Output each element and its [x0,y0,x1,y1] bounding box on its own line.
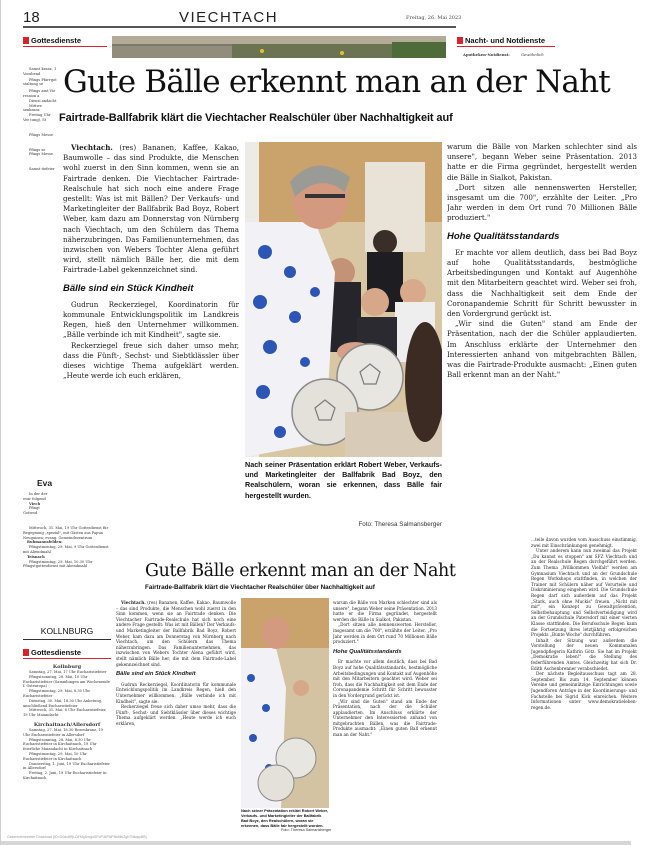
paragraph: ...teile davon wurden vom Ausschuss einstimmig, zwei mit Einschränkungen genehmigt. [531,537,637,548]
paragraph: Er machte vor allem deutlich, dass bei Bad Boyz auf hohe Qualitätsstandards, bestmögliche Arbeitsbedingungen und Kontakt auf Augenhöhe mit den Mitarbeitern geachtet wird. Weber sei froh, dass die Nachhaltigkeit seit dem Ende der Coronapandemie Schritt für Schritt bewusster in den Vordergrund gerückt ist. [333,659,437,698]
paragraph: „Wir sind die Guten" stand am Ende der Präsentation, nach der die Schüler applaudierten. Im Anschluss erklärte der Unternehmer den Interessierten anhand von mitgebrachten Bällen, was die Fairtrade-Produkte ausmacht: „Einen guten Ball erkennt man an der Naht." [447,319,637,380]
service-entry: Pfingstmontag, 29. Mai, 10 Uhr Eucharistiefeier in Kirchaitnach [23,751,87,761]
banner-photo-image [112,36,446,58]
photo-caption: Nach seiner Präsentation erklärt Robert Weber, Verkaufs- und Marketingleiter der Ballfabrik Bad Boyz, den Realschülern, woran sie erkennen, dass Bälle fair hergestellt wurden. [245,460,442,500]
snippet: In der der evar folgend [23,492,48,501]
service-place: Teisnach [27,554,45,559]
reprint-headline: Gute Bälle erkennt man an der Naht [145,561,456,581]
right-lower-column [531,537,637,827]
service-place: Kirchaitnach/Allersdorf [33,721,101,728]
pharmacy-service [463,52,544,57]
snippet: Viech [29,501,41,506]
kollnburg-section-title: KOLLNBURG [23,626,111,640]
lead-paragraph [63,143,239,276]
service-entry: Pfingstmontag, 29. Mai, 10.30 Uhr Pfingstgottesdienst mit Abendmahl [23,559,93,569]
paragraph: Er machte vor allem deutlich, dass bei Bad Boyz auf hohe Qualitätsstandards, bestmögliche Arbeitsbedingungen und Kontakt auf Augenhöhe mit den Mitarbeitern geachtet wird. Weber sei froh, dass die Nachhaltigkeit seit dem Ende der Coronapandemie Schritt für Schritt bewusster in den Vordergrund gerückt ist. [447,247,637,319]
right-column-heading: Nacht- und Notdienste [457,36,555,47]
dateline: Viechtach. [121,600,146,605]
pharmacy-label: Apotheken-Notdienst: [463,52,510,57]
reprint-subhead-childhood: Bälle sind ein Stück Kindheit [116,671,196,678]
pharmacy-value: Gewöhnlich [521,52,544,57]
kollnburg-heading: Gottesdienste [23,648,111,659]
service-entry: Samstag, 27. Mai, 17 Uhr Eucharistiefeier [29,670,107,674]
paragraph: Reckerziegel freue sich daher umso mehr, dass die Fünft-, Sechst- und Siebtklässler über dieses wichtige Thema aufgeklärt werden. „Heute werde ich euch erklären, [63,340,239,381]
lead-text: (res) Bananen, Kaffee, Kakao, Baumwolle – das sind Produkte, die Menschen wohl zuerst in den Sinn kommen, wenn sie an Fairtrade denken. Die Viechtacher Fairtrade-Realschule hat sich noch eine andere Frage gestellt: Was ist mit Bällen? Der Verkaufs- und Marketingleiter der Ballfabrik Bad Boyz, Robert Weber, kam dazu am Donnerstag von Nürnberg nach Viechtach, um den Schülern das Thema näherzubringen. Das Familienunternehmen, das inzwischen von Webers Tochter Alena geführt wird, stellt nämlich Bälle her, die mit dem Fairtrade-Label gekennzeichnet sind. [63,143,239,275]
snippet: Samst tiefeier [29,167,55,172]
download-watermark: Gekennzeichneter Download (ID=G0ac8RjLDFMgDmgoSFdPJ6PNP5bMtkZgh7NkqsyBB) [7,835,147,839]
service-entry: Pfingstsonntag, 28. Mai, 10 Uhr Eucharistiefeier (Sammlungen am Wochenende f. Osteuropa) [23,674,110,689]
snippet: Pfings Messe [29,132,54,137]
article-photo [245,142,442,457]
snippet: Pfings Messe [29,152,54,157]
reprint-column-1 [116,600,236,825]
service-entry: Mittwoch, 31. Mai, 8 Uhr Eucharistiefeier, 19 Uhr Maiandacht [23,708,107,718]
snippet: Pfingt Gottesd [23,506,40,516]
reprint-column-2 [333,600,437,825]
kollnburg-services [23,664,111,781]
service-entry: Mittwoch, 31. Mai, 19 Uhr Gottesdienst für Begegnung „spezial", mit Gästen aus Papua Neuguinea; evang. Gemeindezentrum [23,526,109,540]
service-entry: Pfingstmontag, 29. Mai, 8.30 Uhr Eucharistiefeier [23,689,91,698]
left-lower-snippets [23,492,55,516]
snippet: Pfings se [29,147,46,152]
lead-text: (res) Bananen, Kaffee, Kakao, Baumwolle – das sind Produkte, die Menschen wohl zuerst in den Sinn kommen, wenn sie an Fairtrade denken. Die Viechtacher Fairtrade-Realschule hat sich noch eine andere Frage gestellt: Was ist mit Bällen? Der Verkaufs- und Marketingleiter der Ballfabrik Bad Boyz, Robert Weber, kam dazu am Donnerstag von Nürnberg nach Viechtach, um den Schülern das Thema näherzubringen. Das Familienunternehmen, das inzwischen von Webers Tochter Alena geführt wird, stellt nämlich Bälle her, die mit dem Fairtrade-Label gekennzeichnet sind. [116,600,236,667]
paragraph: Gudrun Reckerziegel, Koordinatorin für kommunale Entwicklungspolitik im Landkreis Regen, hieß den Unternehmer willkommen. „Bälle verbinde ich mit Kindheit", sagte sie. [116,681,236,704]
subhead-childhood: Bälle sind ein Stück Kindheit [63,282,194,294]
left-column-snippets [23,67,57,172]
paragraph: warum die Bälle von Marken schlechter sind als unsere", begann Weber seine Präsentation. 2013 hatte er die Firma gegründet, hergestellt werden die Bälle in Sialkot, Pakistan. [333,600,437,622]
paragraph: Der nächste Begleitausschuss tagt am 28. September. Bis zum 14. September können Vereine und gemeinnützige Einrichtungen sowie Jugendforen Anträge in der Koordinierungs- und Fachstelle bei Sigrid Kick einreichen. Weitere Informationen unter www.demokratieleben-regen.de. [531,671,637,710]
article-column-1 [63,143,239,543]
service-entry: Samstag, 27. Mai, 18.30 Rosenkranz, 19 Uhr Eucharistiefeier in Allersdorf [23,727,103,737]
paragraph: warum die Bälle von Marken schlechter sind als unsere", begann Weber seine Präsentation. 2013 hatte er die Firma gegründet, hergestellt werden die Bälle in Sialkot, Pakistan. [447,142,637,182]
reprint-caption: Nach seiner Präsentation erklärt Robert Weber, Verkaufs- und Marketingleiter der Ballfabrik Bad Boyz, den Realschülern, woran sie erkennen, dass Bälle fair hergestellt wurden. [241,808,329,828]
masthead-rule [23,26,456,28]
reprint-subhead-quality: Hohe Qualitätsstandards [333,648,402,655]
reprint-photo-image [241,598,329,808]
photo-man-with-footballs [245,142,442,457]
snippet: Mittwe senkranz [23,103,42,113]
reprint-photo [241,598,329,808]
service-place: Kollnburg [52,664,82,670]
paragraph: Inhalt der Sitzung war außerdem die Vorstellung der neuen Kommunalen Jugendpflegerin Kathrin Götz. Sie hat im Projekt „Demokratie leben!" die Stellung des federführenden Amtes. Gleichzeitig hat sich Dr. Edith Aschenbrenner verabschiedet. [531,637,637,671]
article-headline: Gute Bälle erkennt man an der Naht [63,64,610,100]
snippet: Pfings amt Vie ression a [23,89,56,98]
left-lower-heading: Eva [37,478,53,488]
service-entry: Freitag, 2. Juni, 19 Uhr Eucharistiefeier in Kirchaitnach [23,771,107,780]
section-title: VIECHTACH [178,9,279,26]
subhead-quality: Hohe Qualitätsstandards [447,230,560,242]
service-entry: Pfingstmontag, 29. Mai, 9 Uhr Gottesdienst mit Abendmahl [23,545,109,554]
paragraph: Gudrun Reckerziegel, Koordinatorin für kommunale Entwicklungspolitik im Landkreis Regen, hieß den Unternehmer willkommen. „Bälle verbinde ich mit Kindheit", sagte sie. [63,299,239,340]
paragraph: „Dort sitzen alle nennenswerten Hersteller, insgesamt um die 700", erzählte der Leiter. „Pro Jahr werden in dem Ort rund 70 Millionen Bälle produziert." [333,622,437,645]
service-entry: Donnerstag, 1. Juni, 19 Uhr Eucharistiefeier in Allersdorf [23,761,110,771]
banner-photo [112,36,446,58]
photo-credit: Foto: Theresa Salmansberger [358,521,442,528]
footer-bar [1,841,631,845]
paragraph: „Wir sind die Guten" stand am Ende der Präsentation, nach der die Schüler applaudierten. Im Anschluss erklärte der Unternehmer den Interessierten anhand von mitgebrachten Bällen, was die Fairtrade-Produkte ausmacht: „Einen guten Ball erkennt man an der Naht." [333,698,437,738]
page-number: 18 [23,9,40,26]
service-entry: Pfingstsonntag, 28. Mai, 8.30 Uhr Eucharistiefeier in Kirchaitnach, 19 Uhr feierliche Maiandacht in Kirchaitnach [23,737,97,752]
service-place: Ruhmannsfelden: [27,540,63,545]
snippet: Samst kranz, 1 Vorabend [23,67,57,76]
paragraph: Unter anderem kann nun zweimal das Projekt „Du kannst es stoppen" am SFZ Viechtach und an der Realschule Regen durchgeführt werden. Zum Thema „Willkommen Vielfalt" werden am Gymnasium Viechtach und an der Grundschule Regen Workshops stattfinden, in welchen der Trainer mit Schülern näher auf Vorurteile und Diskriminierung eingehen wird. Die Grundschule Regen darf sich außerdem auf das Projekt „Stark, auch ohne Muckis" freuen. „Nicht mit mir", ein Konzept zu Gewaltprävention, Selbstbehauptung und Selbstverteidigung wird an der Grundschule Patersdorf mit einer vierten Klasse stattfinden. Die Berufsschule Regen kann die Fortsetzung ihres letztjährig erfolgreichen Projekts „Bunte Woche" durchführen. [531,548,637,638]
service-entry: Dienstag, 30. Mai, 18.30 Uhr Anbetung, anschließend Eucharistiefeier [23,698,103,708]
paragraph: Reckerziegel freue sich daher umso mehr, dass die Fünft-, Sechst- und Siebtklässler über dieses wichtige Thema aufgeklärt werden. „Heute werde ich euch erklären, [116,704,236,726]
snippet: Freitag Uhr Ver tung), St [23,113,51,122]
reprint-credit: Foto: Theresa Salmansberger [281,828,332,832]
article-column-3 [447,142,637,534]
reprint-subheadline: Fairtrade-Ballfabrik klärt die Viechtacher Realschüler über Nachhaltigkeit auf [145,584,375,591]
dateline: Viechtach. [71,143,113,152]
left-column-heading: Gottesdienste [23,36,107,47]
snippet: Diensi andacht [29,98,57,103]
paragraph: „Dort sitzen alle nennenswerten Hersteller, insgesamt um die 700", erzählte der Leiter. „Pro Jahr werden in dem Ort rund 70 Millionen Bälle produziert." [447,182,637,223]
snippet: Pfings Pfarrgot staltung se [23,77,57,87]
issue-date: Freitag, 26. Mai 2023 [406,15,462,21]
article-subheadline: Fairtrade-Ballfabrik klärt die Viechtacher Realschüler über Nachhaltigkeit auf [59,112,453,124]
